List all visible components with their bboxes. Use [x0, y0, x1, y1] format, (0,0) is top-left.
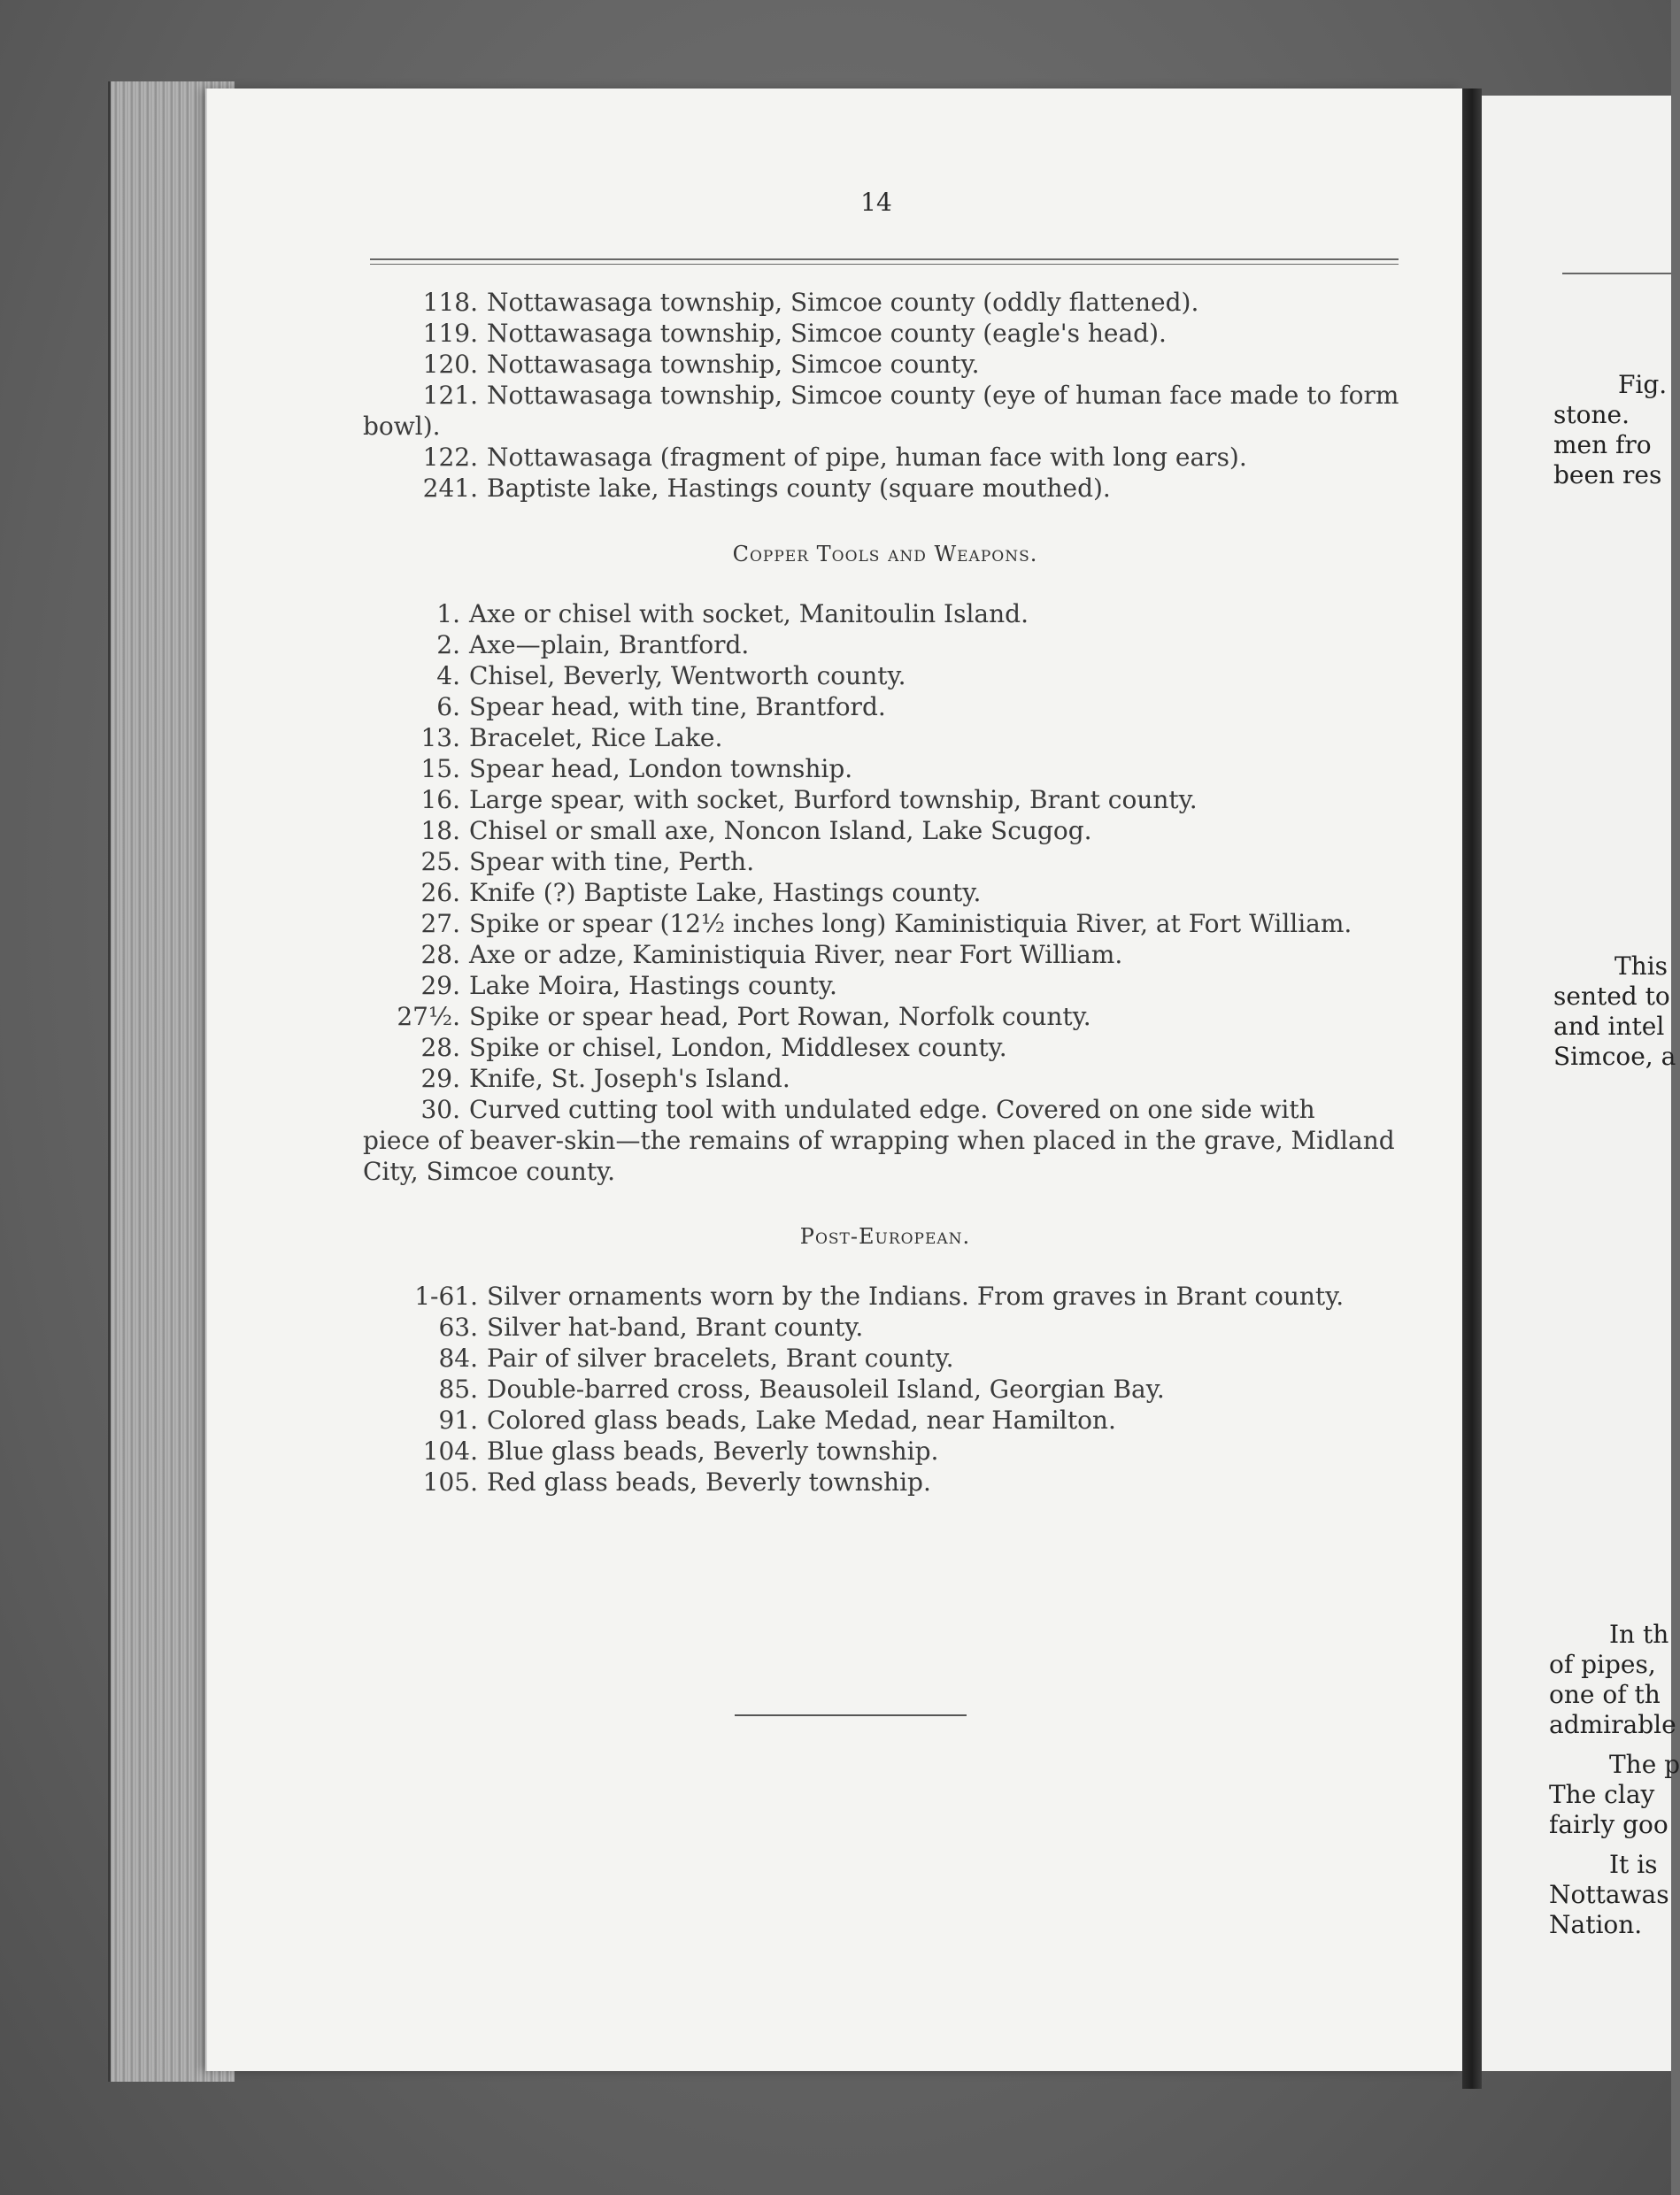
list-item: 6. Spear head, with tine, Brantford.	[436, 692, 886, 721]
list-item: 30. Curved cutting tool with undulated edge. Covered on one side with	[420, 1095, 1315, 1124]
list-item: 84. Pair of silver bracelets, Brant county.	[438, 1344, 954, 1373]
text-fragment: admirable	[1549, 1710, 1676, 1739]
text-fragment: of pipes,	[1549, 1650, 1656, 1679]
list-item: 18. Chisel or small axe, Noncon Island, Lake Scugog.	[420, 816, 1092, 845]
list-item: 105. Red glass beads, Beverly township.	[422, 1467, 931, 1497]
text-fragment: Simcoe, a	[1553, 1042, 1676, 1071]
text-fragment: and intel	[1553, 1012, 1665, 1041]
list-item: 119. Nottawasaga township, Simcoe county (eagle's head).	[422, 319, 1167, 348]
list-item: 16. Large spear, with socket, Burford township, Brant county.	[420, 785, 1198, 814]
text-fragment: Nation.	[1549, 1910, 1643, 1939]
list-item-continuation: City, Simcoe county.	[363, 1157, 616, 1186]
list-item: 85. Double-barred cross, Beausoleil Island, Georgian Bay.	[438, 1375, 1165, 1404]
header-rule	[370, 258, 1399, 260]
list-item: 4. Chisel, Beverly, Wentworth county.	[436, 661, 906, 690]
page-number: 14	[860, 188, 892, 217]
text-fragment: Fig.	[1618, 370, 1668, 399]
list-item: 122. Nottawasaga (fragment of pipe, human face with long ears).	[422, 443, 1247, 472]
text-fragment: This	[1614, 951, 1668, 981]
section-heading-post-european: Post-European.	[799, 1224, 971, 1249]
right-header-rule	[1562, 273, 1671, 274]
text-fragment: sented to	[1553, 982, 1670, 1011]
list-item: 25. Spear with tine, Perth.	[420, 847, 755, 876]
book-gutter	[1462, 89, 1482, 2089]
list-item: 120. Nottawasaga township, Simcoe county.	[422, 350, 980, 379]
list-item: 13. Bracelet, Rice Lake.	[420, 723, 723, 752]
list-item: 118. Nottawasaga township, Simcoe county (oddly flattened).	[422, 288, 1199, 317]
text-fragment: fairly goo	[1549, 1810, 1668, 1839]
text-fragment: men fro	[1553, 430, 1652, 459]
text-fragment: In th	[1609, 1620, 1669, 1649]
text-fragment: stone.	[1553, 400, 1630, 429]
list-item: 28. Spike or chisel, London, Middlesex county.	[420, 1033, 1007, 1062]
list-item: 91. Colored glass beads, Lake Medad, near Hamilton.	[438, 1406, 1116, 1435]
text-fragment: been res	[1553, 460, 1662, 489]
text-fragment: It is	[1609, 1850, 1658, 1879]
list-item: 27. Spike or spear (12½ inches long) Kaministiquia River, at Fort William.	[420, 909, 1352, 938]
list-item: 241. Baptiste lake, Hastings county (square mouthed).	[422, 474, 1111, 503]
list-item: 1-61. Silver ornaments worn by the Indians. From graves in Brant county.	[414, 1282, 1345, 1311]
text-fragment: Nottawas	[1549, 1880, 1669, 1909]
list-item: 104. Blue glass beads, Beverly township.	[422, 1436, 939, 1466]
list-item: 1. Axe or chisel with socket, Manitoulin Island.	[436, 599, 1029, 628]
text-fragment: one of th	[1549, 1680, 1661, 1709]
list-item: 27½. Spike or spear head, Port Rowan, Norfolk county.	[397, 1002, 1091, 1031]
section-heading-copper: Copper Tools and Weapons.	[732, 542, 1038, 566]
list-item: 63. Silver hat-band, Brant county.	[438, 1313, 864, 1342]
text-fragment: The p	[1609, 1750, 1680, 1779]
list-item: 15. Spear head, London township.	[420, 754, 853, 783]
list-item: 26. Knife (?) Baptiste Lake, Hastings county.	[420, 878, 982, 907]
end-separator-rule	[735, 1714, 967, 1716]
header-rule-thin	[370, 264, 1399, 265]
text-fragment: The clay	[1549, 1780, 1655, 1809]
list-item-continuation: bowl).	[363, 412, 441, 441]
list-item: 29. Lake Moira, Hastings county.	[420, 971, 837, 1000]
list-item: 28. Axe or adze, Kaministiquia River, near Fort William.	[420, 940, 1123, 969]
list-item: 2. Axe—plain, Brantford.	[436, 630, 750, 659]
list-item: 29. Knife, St. Joseph's Island.	[420, 1064, 790, 1093]
list-item: 121. Nottawasaga township, Simcoe county (eye of human face made to form	[422, 381, 1399, 410]
list-item-continuation: piece of beaver-skin—the remains of wrapping when placed in the grave, Midland	[363, 1126, 1395, 1155]
